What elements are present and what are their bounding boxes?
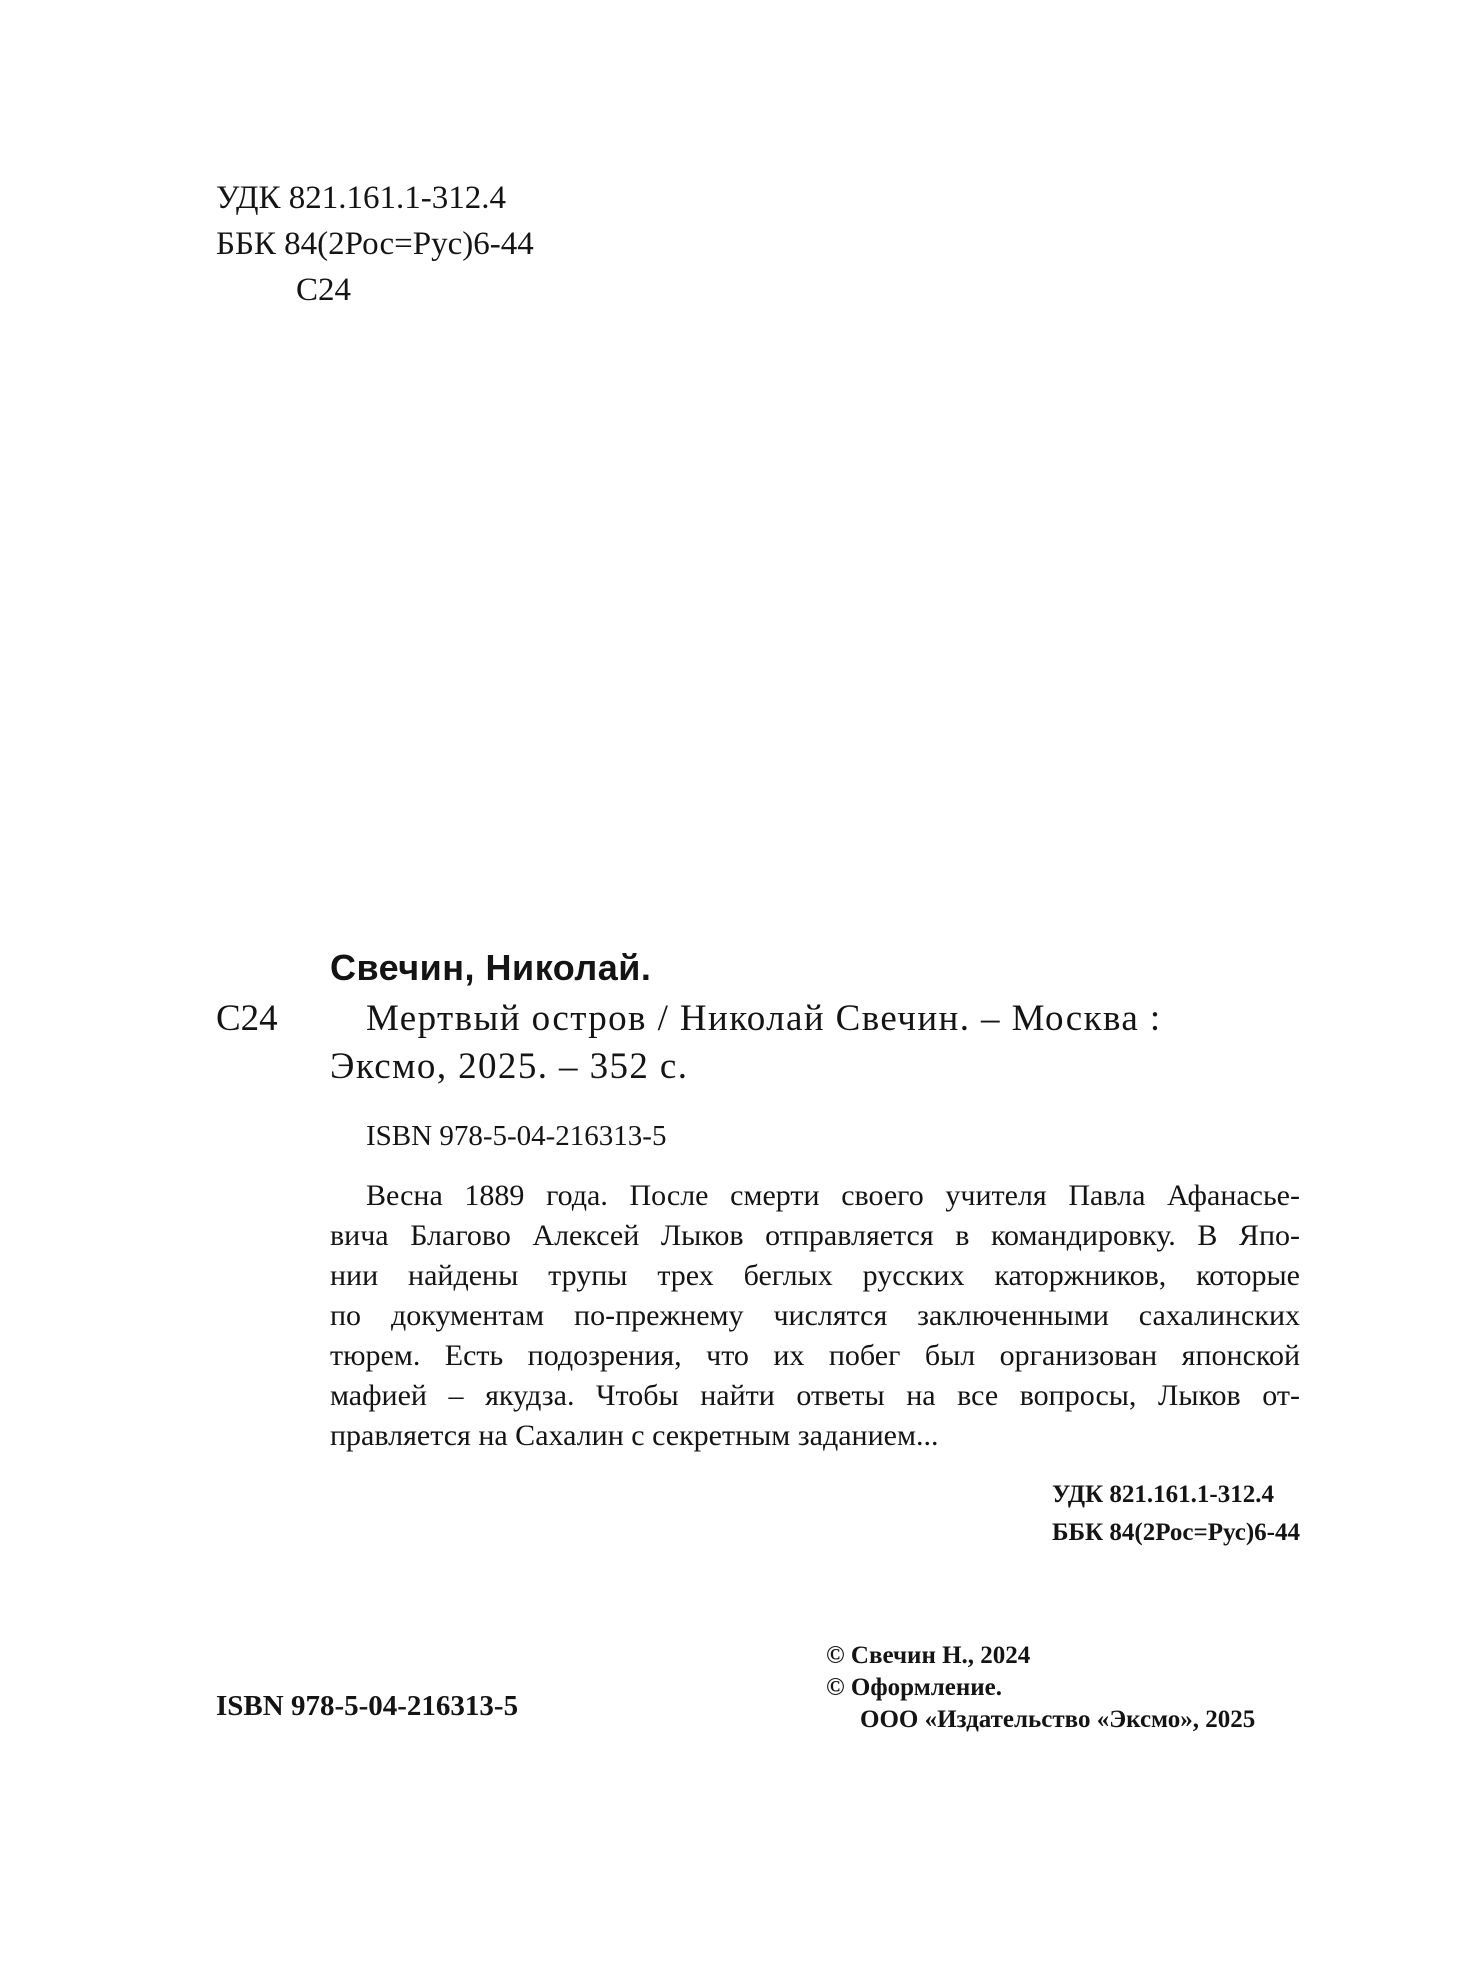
annotation-line: нии найдены трупы трех беглых русских каторжников, которые: [330, 1259, 1300, 1292]
bbk-code-bold: ББК 84(2Рос=Рус)6-44: [1052, 1519, 1300, 1546]
isbn-card: ISBN 978-5-04-216313-5: [366, 1120, 667, 1152]
author-sign-card: С24: [216, 998, 278, 1039]
annotation-line: тюрем. Есть подозрения, что их побег был организован японской: [330, 1339, 1300, 1372]
annotation-line: Весна 1889 года. После смерти своего учителя Павла Афанасье-: [366, 1179, 1300, 1212]
isbn-footer: ISBN 978-5-04-216313-5: [216, 1690, 519, 1722]
copyright-publisher: ООО «Издательство «Эксмо», 2025: [860, 1706, 1256, 1733]
classification-block: [216, 175, 534, 313]
copyright-design: © Оформление.: [826, 1674, 1003, 1701]
udk-code: УДК 821.161.1-312.4: [216, 180, 507, 216]
copyright-author: © Свечин Н., 2024: [826, 1642, 1031, 1669]
author-sign: С24: [296, 272, 352, 308]
annotation-line: мафией – якудза. Чтобы найти ответы на все вопросы, Лыков от-: [330, 1379, 1300, 1412]
annotation-line: вича Благово Алексей Лыков отправляется в командировку. В Япо-: [330, 1219, 1300, 1252]
udk-code-bold: УДК 821.161.1-312.4: [1052, 1481, 1274, 1508]
title-statement: Мертвый остров / Николай Свечин. – Москва :: [366, 998, 1162, 1039]
publication-statement: Эксмо, 2025. – 352 с.: [330, 1046, 689, 1087]
bbk-code: ББК 84(2Рос=Рус)6-44: [216, 226, 534, 262]
annotation-line: по документам по-прежнему числятся заключенными сахалинских: [330, 1299, 1300, 1332]
copyright-block: [826, 1640, 1255, 1736]
annotation: [330, 1176, 1300, 1456]
author-heading: Свечин, Николай.: [330, 947, 652, 988]
annotation-line: правляется на Сахалин с секретным заданием...: [330, 1419, 939, 1452]
card-classification: [1052, 1476, 1300, 1552]
